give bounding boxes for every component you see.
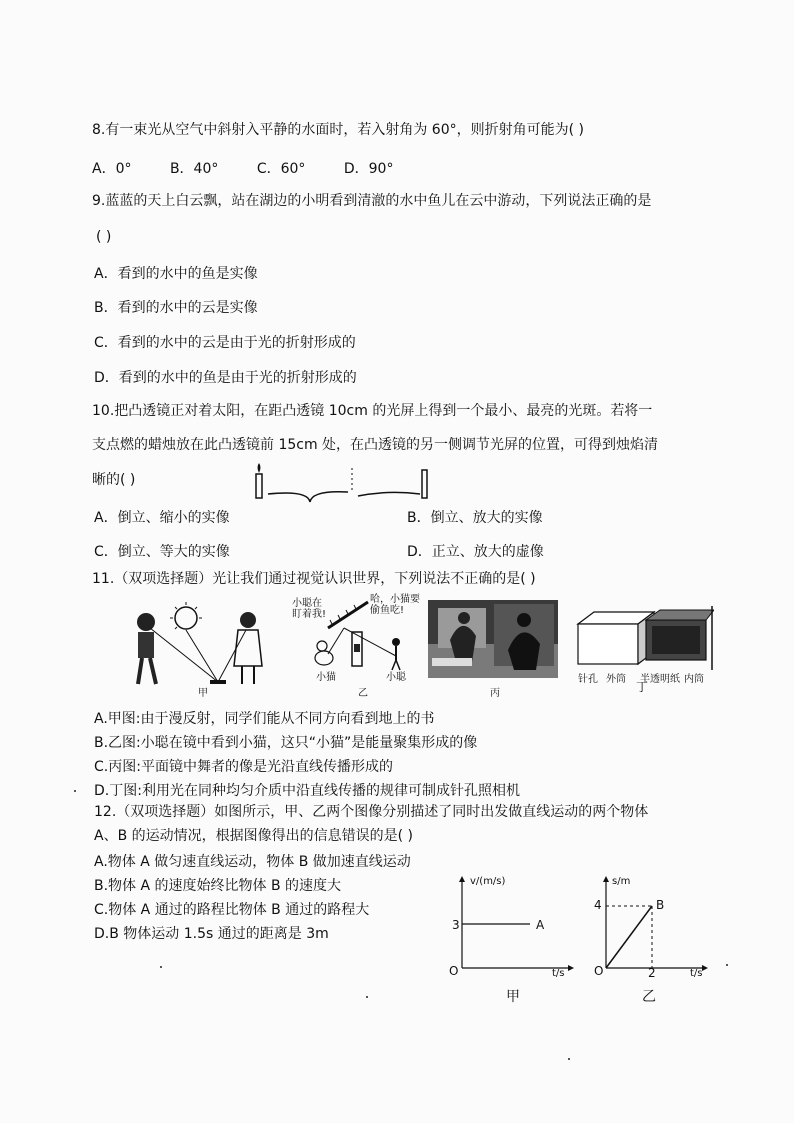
figure-yi-bubble-left-line1: 小聪在	[292, 598, 322, 609]
candle-lens-screen-figure	[248, 460, 438, 512]
q11-option-d: D.丁图:利用光在同种均匀介质中沿直线传播的规律可制成针孔照相机	[94, 783, 520, 799]
q12-option-a: A.物体 A 做匀速直线运动，物体 B 做加速直线运动	[94, 854, 411, 870]
figure-yi-cat-label: 小猫	[316, 672, 336, 683]
figure-yi-bubble-right	[370, 594, 420, 616]
figure-yi-bubble-right-line2: 偷鱼吃!	[370, 605, 405, 616]
q10-line2: 支点燃的蜡烛放在此凸透镜前 15cm 处，在凸透镜的另一侧调节光屏的位置，可得到烛焰清	[92, 437, 659, 453]
q10-line3: 晰的( )	[92, 472, 136, 488]
q10-option-d: D．正立、放大的虚像	[407, 544, 544, 560]
q10-option-c: C．倒立、等大的实像	[94, 544, 230, 560]
graph-jia-ytick: 3	[452, 918, 460, 932]
q11-stem: 11.（双项选择题）光让我们通过视觉认识世界，下列说法不正确的是( )	[92, 571, 536, 587]
graph-yi-xtick: 2	[648, 966, 656, 980]
figure-ding-caption: 丁	[636, 680, 649, 694]
graph-jia-caption: 甲	[506, 989, 520, 1005]
figure-jia-diffuse-reflection	[126, 600, 276, 692]
q8-stem: 8.有一束光从空气中斜射入平静的水面时，若入射角为 60°，则折射角可能为( )	[92, 122, 584, 138]
graph-yi-xlabel: t/s	[690, 968, 703, 979]
q8-option-c: C．60°	[256, 161, 306, 177]
graph-yi-caption: 乙	[642, 989, 656, 1005]
graph-yi-distance-time	[588, 872, 718, 980]
graph-yi-point-label: B	[656, 898, 665, 912]
scan-speck	[160, 966, 162, 968]
figure-bing-caption: 丙	[490, 688, 500, 699]
scan-speck	[726, 964, 728, 966]
figure-ding-screen-label: 半透明纸	[640, 674, 680, 685]
scan-speck	[568, 1058, 570, 1060]
figure-ding-pinhole-camera	[574, 606, 714, 670]
figure-yi-bubble-left-line2: 盯着我!	[292, 609, 327, 620]
q10-option-a: A．倒立、缩小的实像	[94, 510, 230, 526]
figure-jia-caption: 甲	[198, 688, 208, 699]
figure-yi-caption: 乙	[358, 688, 368, 699]
q8-option-b: B．40°	[169, 161, 219, 177]
figure-ding-pinhole-label: 针孔	[578, 674, 598, 685]
q11-option-a: A.甲图:由于漫反射，同学们能从不同方向看到地上的书	[94, 711, 435, 727]
q9-option-a: A．看到的水中的鱼是实像	[94, 266, 258, 282]
graph-yi-ytick: 4	[594, 898, 602, 912]
q12-option-d: D.B 物体运动 1.5s 通过的距离是 3m	[94, 926, 329, 942]
q8-options	[92, 158, 427, 178]
q9-stem: 9.蓝蓝的天上白云飘，站在湖边的小明看到清澈的水中鱼儿在云中游动，下列说法正确的是	[92, 193, 652, 209]
figure-bing-dancer-mirror	[428, 600, 558, 678]
figure-yi-bubble-left	[292, 598, 326, 620]
q11-option-c: C.丙图:平面镜中舞者的像是光沿直线传播形成的	[94, 759, 393, 775]
q12-line2: A、B 的运动情况，根据图像得出的信息错误的是( )	[94, 828, 414, 844]
q11-option-b: B.乙图:小聪在镜中看到小猫，这只“小猫”是能量聚集形成的像	[94, 735, 478, 751]
graph-jia-origin: O	[449, 964, 459, 978]
figure-yi-boy-label: 小聪	[386, 672, 406, 683]
q8-option-a: A．0°	[92, 161, 132, 177]
figure-ding-outer-label: 外筒	[606, 674, 626, 685]
q12-line1: 12.（双项选择题）如图所示，甲、乙两个图像分别描述了同时出发做直线运动的两个物体	[94, 804, 649, 820]
q9-option-c: C．看到的水中的云是由于光的折射形成的	[94, 335, 356, 351]
q12-option-c: C.物体 A 通过的路程比物体 B 通过的路程大	[94, 902, 370, 918]
graph-jia-ylabel: v/(m/s)	[470, 876, 506, 887]
graph-jia-series-label: A	[536, 918, 545, 932]
q12-option-b: B.物体 A 的速度始终比物体 B 的速度大	[94, 878, 342, 894]
q9-option-b: B．看到的水中的云是实像	[94, 300, 258, 316]
scan-speck	[366, 996, 368, 998]
graph-yi-ylabel: s/m	[612, 876, 631, 887]
graph-jia-velocity-time	[440, 872, 580, 980]
scan-speck	[74, 790, 76, 792]
q10-option-b: B．倒立、放大的实像	[407, 510, 543, 526]
q8-option-d: D．90°	[343, 161, 394, 177]
figure-yi-bubble-right-line1: 哈，小猫要	[370, 594, 420, 605]
q9-paren: ( )	[96, 229, 112, 245]
figure-ding-inner-label: 内筒	[684, 674, 704, 685]
graph-yi-origin: O	[594, 964, 604, 978]
graph-jia-xlabel: t/s	[552, 968, 565, 979]
q10-line1: 10.把凸透镜正对着太阳，在距凸透镜 10cm 的光屏上得到一个最小、最亮的光斑。若将一	[92, 403, 653, 419]
q9-option-d: D．看到的水中的鱼是由于光的折射形成的	[94, 370, 357, 386]
